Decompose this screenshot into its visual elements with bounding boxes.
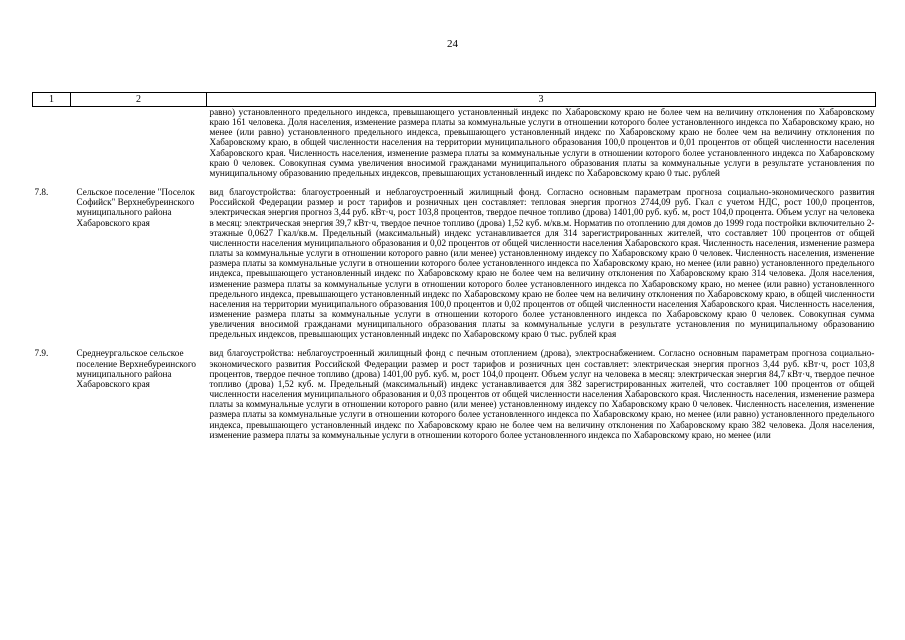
row-name-cell xyxy=(71,107,207,179)
column-header-1: 1 xyxy=(33,93,71,107)
page-number: 24 xyxy=(447,38,458,50)
table-row-continuation xyxy=(33,107,876,179)
document-table xyxy=(32,92,876,440)
table-row xyxy=(33,339,876,439)
row-text-cell: вид благоустройства: неблагоустроенный жилищный фонд с печным отоплением (дрова), электроснабжением. Согласно основным параметрам прогноза социально-экономического развития Российской Федерации размер и рост тарифов и розничных цен составляет: электрическая энергия прогноз 3,44 руб. кВт·ч, рост 103,8 процентов, твердое печное топливо (дрова) 1401,00 руб. куб. м, рост 104,0 процент. Объем услуг на человека в месяц: электрическая энергия 84,7 кВт·ч, твердое печное топливо (дрова) 1,52 куб. м. Предельный (максимальный) индекс устанавливается для 382 зарегистрированных жителей, что составляет 100 процентов от общей численности населения муниципального образования и 0,03 процентов от общей численности населения Хабаровского края. Численность населения, изменение размера платы за коммунальные услуги в отношении которого равно (или менее) установленному индексу по Хабаровскому краю 0 человек. Численность населения, изменение размера платы за коммунальные услуги в отношении которого более установленного индекса по Хабаровскому краю, но менее (или равно) установленного предельного индекса, превышающего установленный индекс по Хабаровскому краю не более чем на величину отклонения по Хабаровскому краю 382 человека. Доля населения, изменение размера платы за коммунальные услуги в отношении которого более установленного индекса по Хабаровскому краю, но менее (или xyxy=(209,348,875,440)
row-text-cell: равно) установленного предельного индекса, превышающего установленный индекс по Хабаровскому краю не более чем на величину отклонения по Хабаровскому краю 161 человека. Доля населения, изменение размера платы за коммунальные услуги в отношении которого более установленного индекса по Хабаровскому краю, но менее (или равно) установленного предельного индекса, превышающего установленный индекс по Хабаровскому краю не более чем на величину отклонения по Хабаровскому краю, в общей численности населения на территории муниципального образования 100,0 процентов и 0,01 процентов от общей численности населения Хабаровского края. Численность населения, изменение размера платы за коммунальные услуги в отношении которого более установленного индекса по Хабаровскому краю 0 человек. Совокупная сумма увеличения вносимой гражданами муниципального образования платы за коммунальные услуги в результате установления по муниципальному образованию предельных индексов, превышающих установленный индекс по Хабаровскому краю 0 тыс. рублей xyxy=(209,107,875,178)
row-number-cell: 7.8. xyxy=(34,187,49,198)
row-text-cell: вид благоустройства: благоустроенный и неблагоустроенный жилищный фонд. Согласно основным параметрам прогноза социально-экономического развития Российской Федерации размер и рост тарифов и розничных цен составляет: тепловая энергия прогноз 2744,09 руб. Гкал с учетом НДС, рост 100,0 процентов, электрическая энергия прогноз 3,44 руб. кВт·ч, рост 103,8 процентов, твердое печное топливо (дрова) 1401,00 руб. куб. м, рост 104,0 процента. Объем услуг на человека в месяц: электрическая энергия 39,7 кВт·ч, твердое печное топливо (дрова) 1,52 куб. м/кв.м. Норматив по отоплению для домов до 1999 года постройки включительно 2-этажные 0,0627 Гкал/кв.м. Предельный (максимальный) индекс устанавливается для 314 зарегистрированных жителей, что составляет 100 процентов от общей численности населения муниципального образования и 0,02 процентов от общей численности населения Хабаровского края. Численность населения, изменение размера платы за коммунальные услуги в отношении которого равно (или менее) установленному индексу по Хабаровскому краю 0 человек. Численность населения, изменение размера платы за коммунальные услуги в отношении которого более установленного индекса по Хабаровскому краю, но менее (или равно) установленного предельного индекса, превышающего установленный индекс по Хабаровскому краю не более чем на величину отклонения по Хабаровскому краю 314 человека. Доля населения, изменение размера платы за коммунальные услуги в отношении которого более установленного индекса по Хабаровскому краю, но менее (или равно) установленного предельного индекса, превышающего установленный индекс по Хабаровскому краю не более чем на величину отклонения по Хабаровскому краю, в общей численности населения на территории муниципального образования 100,0 процентов и 0,02 процентов от общей численности населения Хабаровского края. Численность населения, изменение размера платы за коммунальные услуги в отношении которого более установленного индекса по Хабаровскому краю 0 человек. Совокупная сумма увеличения вносимой гражданами муниципального образования платы за коммунальные услуги в результате установления по муниципальному образованию предельных индексов, превышающих установленный индекс по Хабаровскому краю 0 тыс. рублей края xyxy=(209,187,875,340)
table-row xyxy=(33,178,876,339)
row-number-cell: 7.9. xyxy=(34,348,49,359)
column-header-2: 2 xyxy=(71,93,207,107)
table-header xyxy=(33,93,876,107)
row-name-cell: Среднеургальское сельское поселение Верхнебуреинского муниципального района Хабаровского края xyxy=(76,348,196,389)
column-header-3: 3 xyxy=(207,93,876,107)
row-number-cell xyxy=(33,107,71,179)
row-name-cell: Сельское поселение "Поселок Софийск" Верхнебуреинского муниципального района Хабаровского края xyxy=(76,187,195,228)
